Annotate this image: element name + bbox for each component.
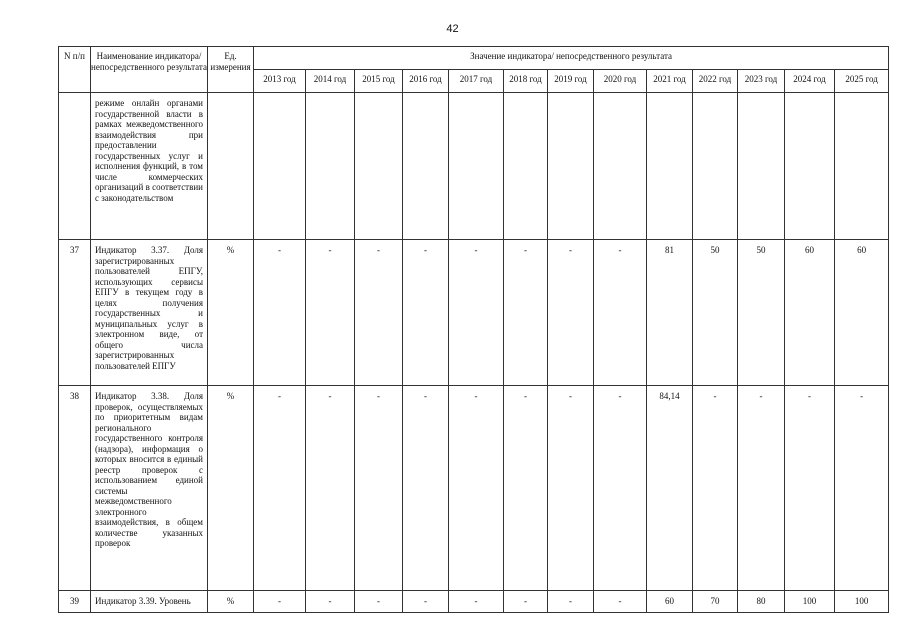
indicator-table	[58, 46, 889, 613]
value-cell: -	[738, 386, 785, 591]
value-cell	[306, 93, 355, 240]
unit-cell: %	[208, 240, 254, 386]
value-cell: 84,14	[647, 386, 693, 591]
header-year: 2014 год	[306, 70, 355, 93]
value-cell: -	[594, 240, 647, 386]
value-cell: -	[504, 591, 548, 613]
value-cell: -	[449, 240, 504, 386]
value-cell	[548, 93, 594, 240]
value-cell	[738, 93, 785, 240]
value-cell: -	[504, 240, 548, 386]
value-cell: -	[306, 591, 355, 613]
table-row	[59, 591, 889, 613]
value-cell: 50	[693, 240, 738, 386]
value-cell	[693, 93, 738, 240]
header-unit: Ед. измерения	[208, 47, 254, 93]
header-name: Наименование индикатора/непосредственного результата	[91, 47, 208, 93]
value-cell: 60	[647, 591, 693, 613]
header-num: N п/п	[59, 47, 91, 93]
value-cell: 50	[738, 240, 785, 386]
indicator-name: Индикатор 3.38. Доля проверок, осуществляемых по приоритетным видам регионального государственного контроля (надзора), информация о которых вносится в единый реестр проверок с использованием единой системы межведомственного электронного взаимодействия, в общем количестве указанных проверок	[91, 386, 208, 591]
value-cell: -	[449, 386, 504, 591]
value-cell: -	[355, 591, 403, 613]
value-cell	[504, 93, 548, 240]
header-year: 2025 год	[835, 70, 889, 93]
row-number	[59, 93, 91, 240]
row-number: 37	[59, 240, 91, 386]
value-cell	[835, 93, 889, 240]
value-cell: -	[306, 240, 355, 386]
value-cell: -	[548, 591, 594, 613]
value-cell: -	[403, 240, 449, 386]
table-row	[59, 386, 889, 591]
header-year: 2018 год	[504, 70, 548, 93]
value-cell: -	[254, 386, 306, 591]
unit-cell: %	[208, 386, 254, 591]
row-number: 39	[59, 591, 91, 613]
unit-cell: %	[208, 591, 254, 613]
value-cell: 80	[738, 591, 785, 613]
value-cell	[449, 93, 504, 240]
value-cell: -	[785, 386, 835, 591]
value-cell: -	[254, 240, 306, 386]
header-year: 2019 год	[548, 70, 594, 93]
value-cell: -	[254, 591, 306, 613]
value-cell	[403, 93, 449, 240]
row-number: 38	[59, 386, 91, 591]
value-cell	[594, 93, 647, 240]
value-cell: 100	[835, 591, 889, 613]
value-cell: -	[548, 240, 594, 386]
value-cell	[355, 93, 403, 240]
indicator-name: Индикатор 3.37. Доля зарегистрированных пользователей ЕПГУ, использующих сервисы ЕПГУ в текущем году в целях получения государственных и муниципальных услуг в электронном виде, от общего числа зарегистрированных пользователей ЕПГУ	[91, 240, 208, 386]
value-cell: -	[504, 386, 548, 591]
unit-cell	[208, 93, 254, 240]
value-cell: -	[594, 591, 647, 613]
value-cell	[254, 93, 306, 240]
value-cell: 60	[785, 240, 835, 386]
value-cell	[647, 93, 693, 240]
value-cell: 100	[785, 591, 835, 613]
value-cell: -	[403, 591, 449, 613]
header-year: 2016 год	[403, 70, 449, 93]
header-row-1	[59, 47, 889, 70]
value-cell: 70	[693, 591, 738, 613]
header-year: 2020 год	[594, 70, 647, 93]
value-cell: -	[355, 240, 403, 386]
indicator-name: режиме онлайн органами государственной власти в рамках межведомственного взаимодействия при предоставлении государственных услуг и исполнения функций, в том числе коммерческих организаций в соответствии с законодательством	[91, 93, 208, 240]
value-cell: -	[693, 386, 738, 591]
value-cell: -	[306, 386, 355, 591]
value-cell: -	[548, 386, 594, 591]
header-year: 2015 год	[355, 70, 403, 93]
table-row	[59, 93, 889, 240]
header-year: 2023 год	[738, 70, 785, 93]
value-cell: 81	[647, 240, 693, 386]
header-year: 2021 год	[647, 70, 693, 93]
header-year: 2017 год	[449, 70, 504, 93]
value-cell: 60	[835, 240, 889, 386]
value-cell: -	[449, 591, 504, 613]
header-values-group: Значение индикатора/ непосредственного результата	[254, 47, 889, 70]
table-body	[59, 93, 889, 613]
value-cell: -	[594, 386, 647, 591]
indicator-name: Индикатор 3.39. Уровень	[91, 591, 208, 613]
header-year: 2022 год	[693, 70, 738, 93]
header-year: 2024 год	[785, 70, 835, 93]
value-cell: -	[835, 386, 889, 591]
value-cell: -	[403, 386, 449, 591]
value-cell	[785, 93, 835, 240]
header-year: 2013 год	[254, 70, 306, 93]
table-row	[59, 240, 889, 386]
page-number: 42	[446, 23, 459, 35]
value-cell: -	[355, 386, 403, 591]
